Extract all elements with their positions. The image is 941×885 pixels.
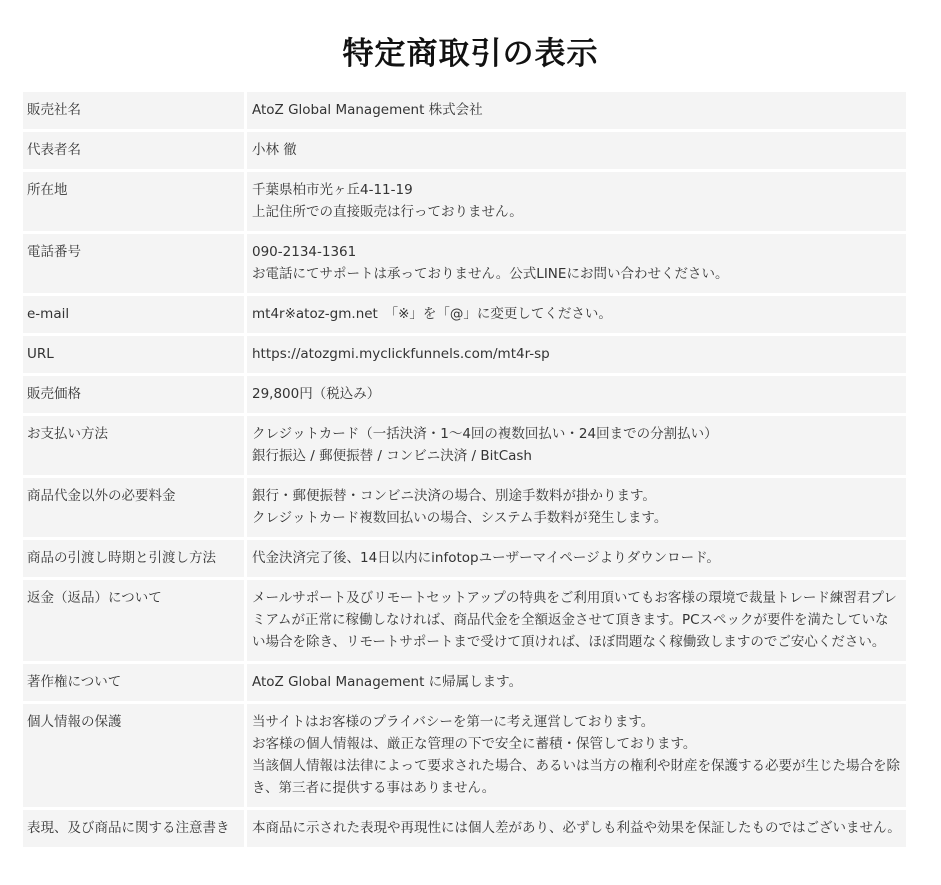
value-line: クレジットカード（一括決済・1〜4回の複数回払い・24回までの分割払い） [252,426,718,442]
commerce-info-table [20,89,909,850]
value-line: 090-2134-1361 [252,244,357,260]
table-row [23,810,906,847]
table-row [23,132,906,169]
value-line: AtoZ Global Management に帰属します。 [252,674,523,690]
row-label: 販売価格 [23,376,244,413]
row-value [247,376,906,413]
row-label: 代表者名 [23,132,244,169]
row-value [247,810,906,847]
row-label: 返金（返品）について [23,580,244,661]
table-row [23,172,906,231]
row-value [247,132,906,169]
value-line: クレジットカード複数回払いの場合、システム手数料が発生します。 [252,510,668,526]
table-row [23,478,906,537]
row-value [247,336,906,373]
table-row [23,234,906,293]
table-row [23,92,906,129]
row-value [247,172,906,231]
row-label: e-mail [23,296,244,333]
row-label: お支払い方法 [23,416,244,475]
value-line: 千葉県柏市光ヶ丘4-11-19 [252,182,413,198]
value-line: お客様の個人情報は、厳正な管理の下で安全に蓄積・保管しております。 [252,736,697,752]
value-line: 本商品に示された表現や再現性には個人差があり、必ずしも利益や効果を保証したものではございません。 [252,820,901,836]
table-row [23,580,906,661]
table-row [23,336,906,373]
row-label: 著作権について [23,664,244,701]
value-line: 小林 徹 [252,142,297,158]
value-line: 29,800円（税込み） [252,386,381,402]
row-value [247,540,906,577]
table-row [23,540,906,577]
row-label: 所在地 [23,172,244,231]
row-label: URL [23,336,244,373]
value-line: 上記住所での直接販売は行っておりません。 [252,204,523,220]
row-value [247,92,906,129]
value-line: 銀行・郵便振替・コンビニ決済の場合、別途手数料が掛かります。 [252,488,656,504]
table-row [23,704,906,807]
page-title: 特定商取引の表示 [342,36,599,72]
value-line: mt4r※atoz-gm.net 「※」を「@」に変更してください。 [252,306,612,322]
value-line: 代金決済完了後、14日以内にinfotopユーザーマイページよりダウンロード。 [252,550,720,566]
row-value [247,580,906,661]
value-line: メールサポート及びリモートセットアップの特典をご利用頂いてもお客様の環境で裁量トレード練習君プレミアムが正常に稼働しなければ、商品代金を全額返金させて頂きます。PCスペックが要件を満たしていない場合を除き、リモートサポートまで受けて頂ければ、ほぼ問題なく稼働致しますのでご安心ください。 [252,590,897,650]
row-label: 表現、及び商品に関する注意書き [23,810,244,847]
row-label: 商品の引渡し時期と引渡し方法 [23,540,244,577]
row-value [247,416,906,475]
row-label: 商品代金以外の必要料金 [23,478,244,537]
table-row [23,296,906,333]
value-line: 当該個人情報は法律によって要求された場合、あるいは当方の権利や財産を保護する必要が生じた場合を除き、第三者に提供する事はありません。 [252,758,900,796]
row-label: 個人情報の保護 [23,704,244,807]
value-line: 当サイトはお客様のプライバシーを第一に考え運営しております。 [252,714,655,730]
row-label: 販売社名 [23,92,244,129]
row-value [247,234,906,293]
row-value [247,704,906,807]
value-line: 銀行振込 / 郵便振替 / コンビニ決済 / BitCash [252,448,532,464]
row-value [247,296,906,333]
row-value [247,478,906,537]
table-row [23,376,906,413]
value-line: https://atozgmi.myclickfunnels.com/mt4r-sp [252,346,550,362]
table-row [23,416,906,475]
value-line: AtoZ Global Management 株式会社 [252,102,483,118]
page-header [0,0,941,89]
value-line: お電話にてサポートは承っておりません。公式LINEにお問い合わせください。 [252,266,729,282]
row-value [247,664,906,701]
table-row [23,664,906,701]
row-label: 電話番号 [23,234,244,293]
